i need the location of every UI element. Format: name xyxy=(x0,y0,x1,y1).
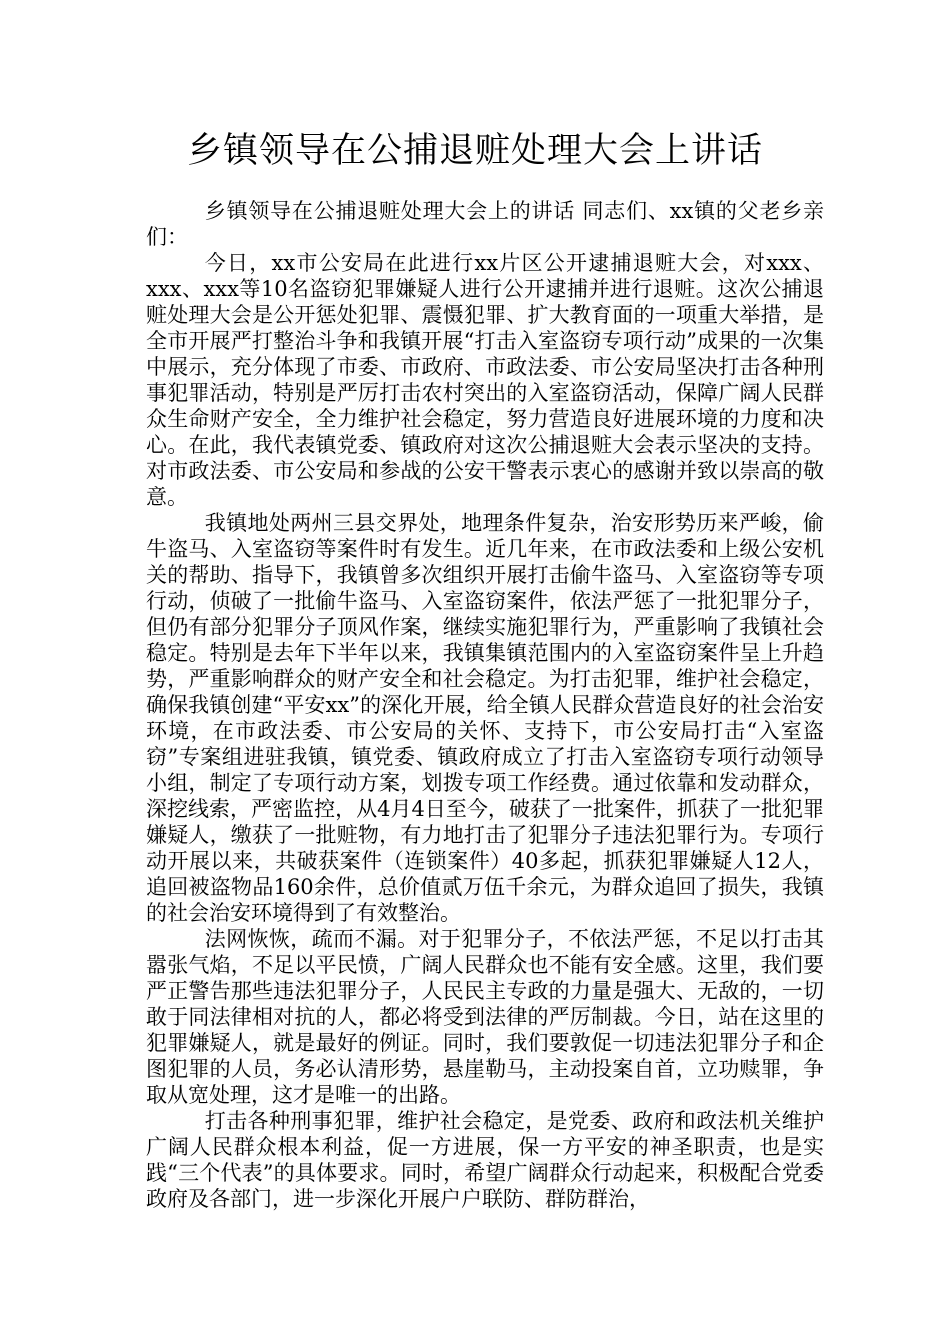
paragraph-4: 打击各种刑事犯罪，维护社会稳定，是党委、政府和政法机关维护广阔人民群众根本利益，促一方进展，保一方平安的神圣职责，也是实践“三个代表”的具体要求。同时，希望广阔群众行动起来，积极配合党委政府及各部门，进一步深化开展户户联防、群防群治， xyxy=(146,1109,824,1211)
document-body xyxy=(146,198,824,1212)
paragraph-2: 我镇地处两州三县交界处，地理条件复杂，治安形势历来严峻，偷牛盗马、入室盗窃等案件时有发生。近几年来，在市政法委和上级公安机关的帮助、指导下，我镇曾多次组织开展打击偷牛盗马、入室盗窃等专项行动，侦破了一批偷牛盗马、入室盗窃案件，依法严惩了一批犯罪分子，但仍有部分犯罪分子顶风作案，继续实施犯罪行为，严重影响了我镇社会稳定。特别是去年下半年以来，我镇集镇范围内的入室盗窃案件呈上升趋势，严重影响群众的财产安全和社会稳定。为打击犯罪，维护社会稳定，确保我镇创建“平安xx”的深化开展，给全镇人民群众营造良好的社会治安环境，在市政法委、市公安局的关怀、支持下，市公安局打击“入室盗窃”专案组进驻我镇，镇党委、镇政府成立了打击入室盗窃专项行动领导小组，制定了专项行动方案，划拨专项工作经费。通过依靠和发动群众，深挖线索，严密监控，从4月4日至今，破获了一批案件，抓获了一批犯罪嫌疑人，缴获了一批赃物，有力地打击了犯罪分子违法犯罪行为。专项行动开展以来，共破获案件（连锁案件）40多起，抓获犯罪嫌疑人12人，追回被盗物品160余件，总价值贰万伍千余元，为群众追回了损失，我镇的社会治安环境得到了有效整治。 xyxy=(146,511,824,925)
paragraph-opening: 乡镇领导在公捕退赃处理大会上的讲话 同志们、xx镇的父老乡亲们： xyxy=(146,199,824,249)
paragraph-3: 法网恢恢，疏而不漏。对于犯罪分子，不依法严惩，不足以打击其嚣张气焰，不足以平民愤，广阔人民群众也不能有安全感。这里，我们要严正警告那些违法犯罪分子，人民民主专政的力量是强大、无敌的，一切敢于同法律相对抗的人，都必将受到法律的严厉制裁。今日，站在这里的犯罪嫌疑人，就是最好的例证。同时，我们要敦促一切违法犯罪分子和企图犯罪的人员，务必认清形势，悬崖勒马，主动投案自首，立功赎罪，争取从宽处理，这才是唯一的出路。 xyxy=(146,927,824,1107)
paragraph-1: 今日，xx市公安局在此进行xx片区公开逮捕退赃大会，对xxx、xxx、xxx等10名盗窃犯罪嫌疑人进行公开逮捕并进行退赃。这次公捕退赃处理大会是公开惩处犯罪、震慑犯罪、扩大教育面的一项重大举措，是全市开展严打整治斗争和我镇开展“打击入室盗窃专项行动”成果的一次集中展示，充分体现了市委、市政府、市政法委、市公安局坚决打击各种刑事犯罪活动，特别是严厉打击农村突出的入室盗窃活动，保障广阔人民群众生命财产安全，全力维护社会稳定，努力营造良好进展环境的力度和决心。在此，我代表镇党委、镇政府对这次公捕退赃大会表示坚决的支持。对市政法委、市公安局和参战的公安干警表示衷心的感谢并致以崇高的敬意。 xyxy=(146,251,824,509)
document-title: 乡镇领导在公捕退赃处理大会上讲话 xyxy=(186,131,763,171)
